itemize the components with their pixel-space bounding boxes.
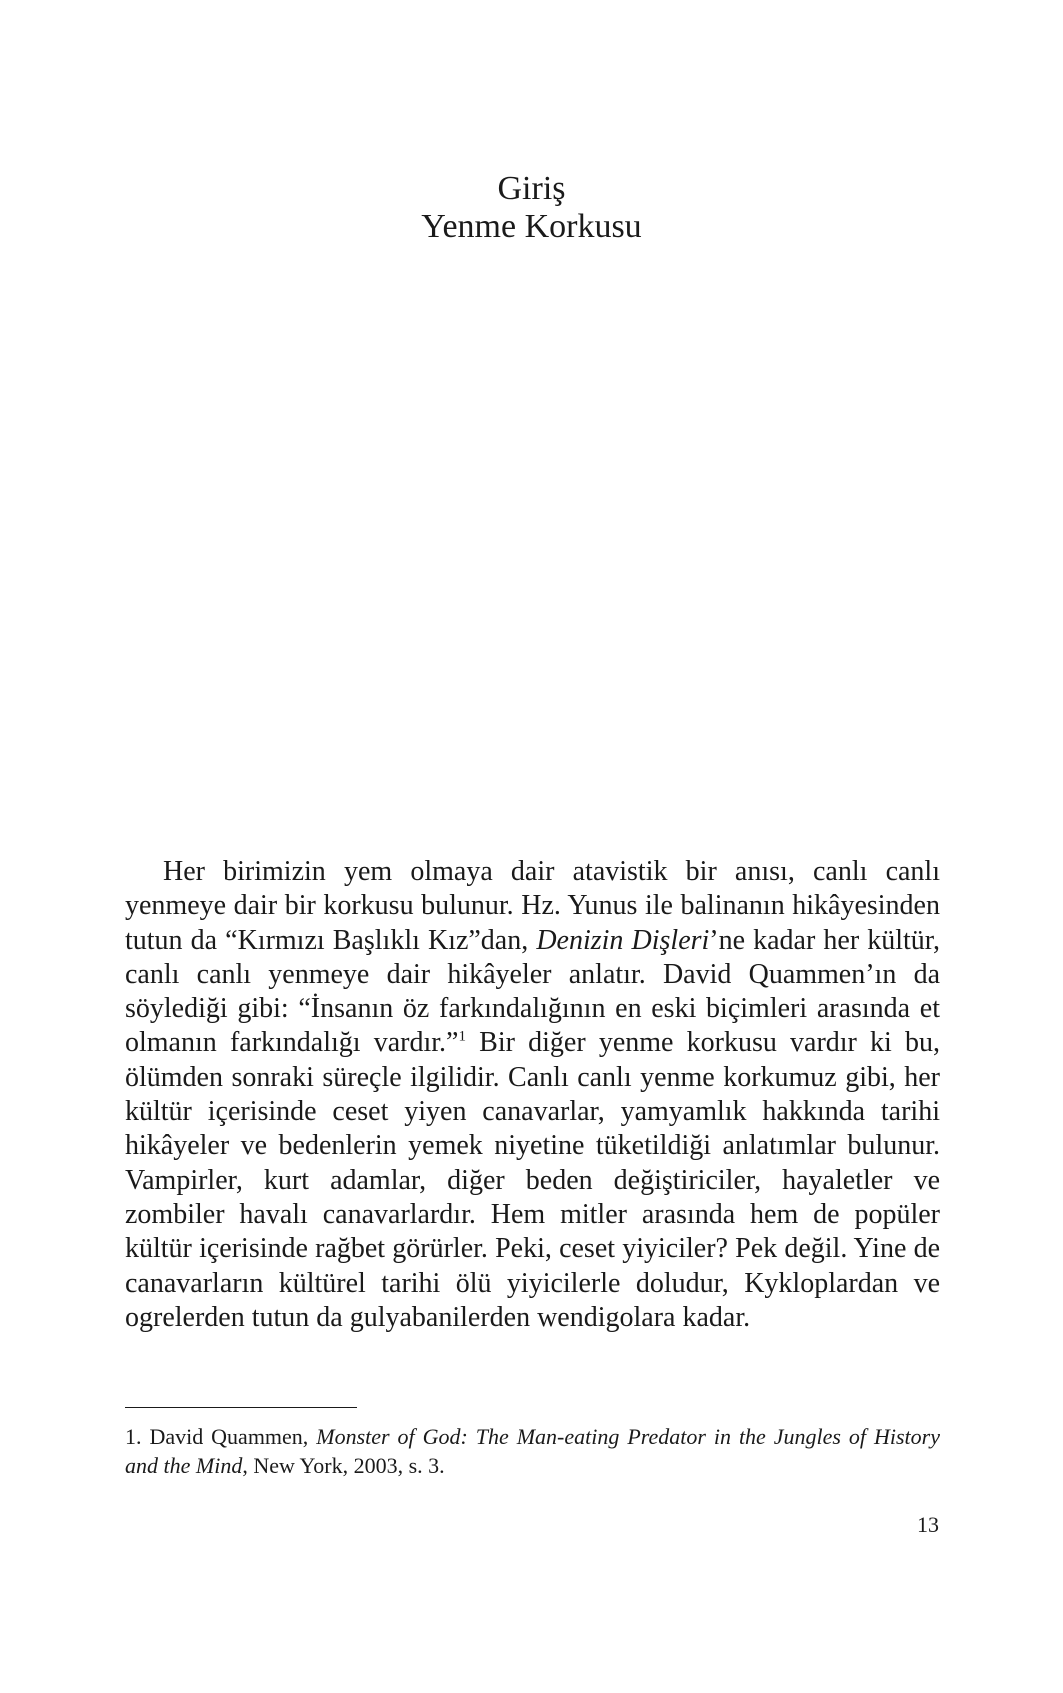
chapter-label: Giriş (497, 170, 566, 207)
body-text-segment-1: Her birimizin yem olmaya dair atavistik bir anısı, canlı canlı yenmeye dair bir korkusu bulunur. Hz. Yunus ile balinanın hikâyesinden tutun da “Kırmızı Başlıklı Kız”dan, (125, 856, 940, 956)
italic-book-title: Denizin Dişleri (536, 924, 710, 956)
body-text-segment-3: Bir diğer yenme korkusu vardır ki bu, ölümden sonraki süreçle ilgilidir. Canlı canlı yenme korkumuz gibi, her kültür içerisinde ceset yiyen canavarlar, yamyamlık hakkında tarihi hikâyeler ve bedenlerin yemek niyetine tüketildiği anlatımlar bulunur. Vampirler, kurt adamlar, diğer beden değiştiriciler, hayaletler ve zombiler havalı canavarlardır. Hem mitler arasında hem de popüler kültür içerisinde rağbet görürler. Peki, ceset yiyiciler? Pek değil. Yine de canavarların kültürel tarihi ölü yiyicilerle doludur, Kykloplardan ve ogrelerden tutun da gulyabanilerden wendigolara kadar. (125, 1027, 941, 1333)
body-paragraph-container (125, 855, 940, 1335)
chapter-heading (0, 170, 1063, 246)
chapter-title: Yenme Korkusu (421, 208, 642, 245)
footnote-book-title: Monster of God: The Man-eating Predator in the Jungles of History and the Mind (125, 1424, 940, 1478)
footnote-author: 1. David Quammen, (125, 1424, 317, 1449)
page-number: 13 (917, 1512, 939, 1537)
footnote-divider (125, 1407, 357, 1408)
body-paragraph (125, 855, 940, 1335)
footnote (125, 1422, 940, 1480)
body-text-segment-2: ’ne kadar her kültür, canlı canlı yenmeye dair hikâyeler anlatır. David Quammen’ın da söylediği gibi: “İnsanın öz farkındalığının en eski biçimleri arasında et olmanın farkındalığı vardır.” (125, 924, 940, 1059)
footnote-reference[interactable]: 1 (458, 1029, 466, 1046)
footnote-publication: , New York, 2003, s. 3. (242, 1453, 445, 1478)
